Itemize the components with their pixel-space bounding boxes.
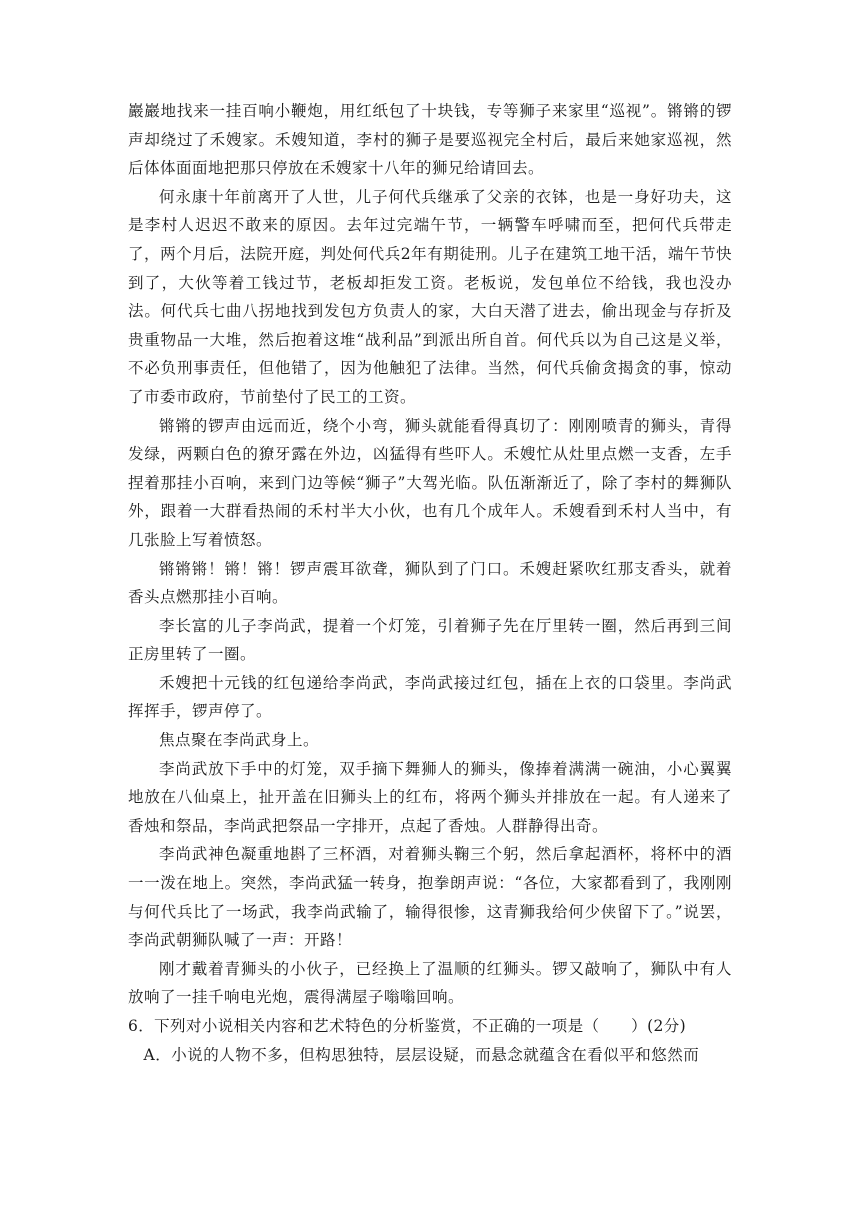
paragraph-9: 李尚武神色凝重地斟了三杯酒，对着狮头鞠三个躬，然后拿起酒杯，将杯中的酒一一泼在地上。突然，李尚武猛一转身，抱拳朗声说：“各位，大家都看到了，我刚刚与何代兵比了一场武，我李尚武输了，输得很惨，这青狮我给何少侠留下了。”说罢，李尚武朝狮队喊了一声：开路！ bbox=[128, 845, 732, 950]
document-body bbox=[128, 97, 732, 1069]
paragraph-7: 焦点聚在李尚武身上。 bbox=[159, 731, 320, 750]
paragraph-1: 巖巖地找来一挂百响小鞭炮，用红纸包了十块钱，专等狮子来家里“巡视”。锵锵的锣声却绕过了禾嫂家。禾嫂知道，李村的狮子是要巡视完全村后，最后来她家巡视，然后体体面面地把那只停放在禾嫂家十八年的狮兄给请回去。 bbox=[128, 102, 732, 178]
question-6: 6．下列对小说相关内容和艺术特色的分析鉴赏，不正确的一项是（ ）(2分) bbox=[128, 1017, 687, 1035]
paragraph-2: 何永康十年前离开了人世，儿子何代兵继承了父亲的衣钵，也是一身好功夫，这是李村人迟迟不敢来的原因。去年过完端午节，一辆警车呼啸而至，把何代兵带走了，两个月后，法院开庭，判处何代兵2年有期徒刑。儿子在建筑工地干活，端午节快到了，大伙等着工钱过节，老板却拒发工资。老板说，发包单位不给钱，我也没办法。何代兵七曲八拐地找到发包方负责人的家，大白天潜了进去，偷出现金与存折及贵重物品一大堆，然后抱着这堆“战利品”到派出所自首。何代兵以为自己这是义举，不必负刑事责任，但他错了，因为他触犯了法律。当然，何代兵偷贪揭贪的事，惊动了市委市政府，节前垫付了民工的工资。 bbox=[128, 187, 732, 406]
paragraph-10: 刚才戴着青狮头的小伙子，已经换上了温顺的红狮头。锣又敲响了，狮队中有人放响了一挂千响电光炮，震得满屋子嗡嗡回响。 bbox=[128, 959, 732, 1007]
paragraph-3: 锵锵的锣声由远而近，绕个小弯，狮头就能看得真切了：刚刚喷青的狮头，青得发绿，两颗白色的獠牙露在外边，凶猛得有些吓人。禾嫂忙从灶里点燃一支香，左手捏着那挂小百响，来到门边等候“狮子”大驾光临。队伍渐渐近了，除了李村的舞狮队外，跟着一大群看热闹的禾村半大小伙，也有几个成年人。禾嫂看到禾村人当中，有几张脸上写着愤怒。 bbox=[128, 416, 732, 549]
question-6-option-a: A．小说的人物不多，但构思独特，层层设疑，而悬念就蕴含在看似平和悠然而 bbox=[143, 1045, 700, 1064]
paragraph-4: 锵锵锵！锵！锵！锣声震耳欲聋，狮队到了门口。禾嫂赶紧吹红那支香头，就着香头点燃那挂小百响。 bbox=[128, 559, 732, 607]
paragraph-6: 禾嫂把十元钱的红包递给李尚武，李尚武接过红包，插在上衣的口袋里。李尚武挥挥手，锣声停了。 bbox=[128, 673, 732, 721]
paragraph-5: 李长富的儿子李尚武，提着一个灯笼，引着狮子先在厅里转一圈，然后再到三间正房里转了一圈。 bbox=[128, 616, 732, 664]
paragraph-8: 李尚武放下手中的灯笼，双手摘下舞狮人的狮头，像捧着满满一碗油，小心翼翼地放在八仙桌上，扯开盖在旧狮头上的红布，将两个狮头并排放在一起。有人递来了香烛和祭品，李尚武把祭品一字排开，点起了香烛。人群静得出奇。 bbox=[128, 759, 732, 835]
